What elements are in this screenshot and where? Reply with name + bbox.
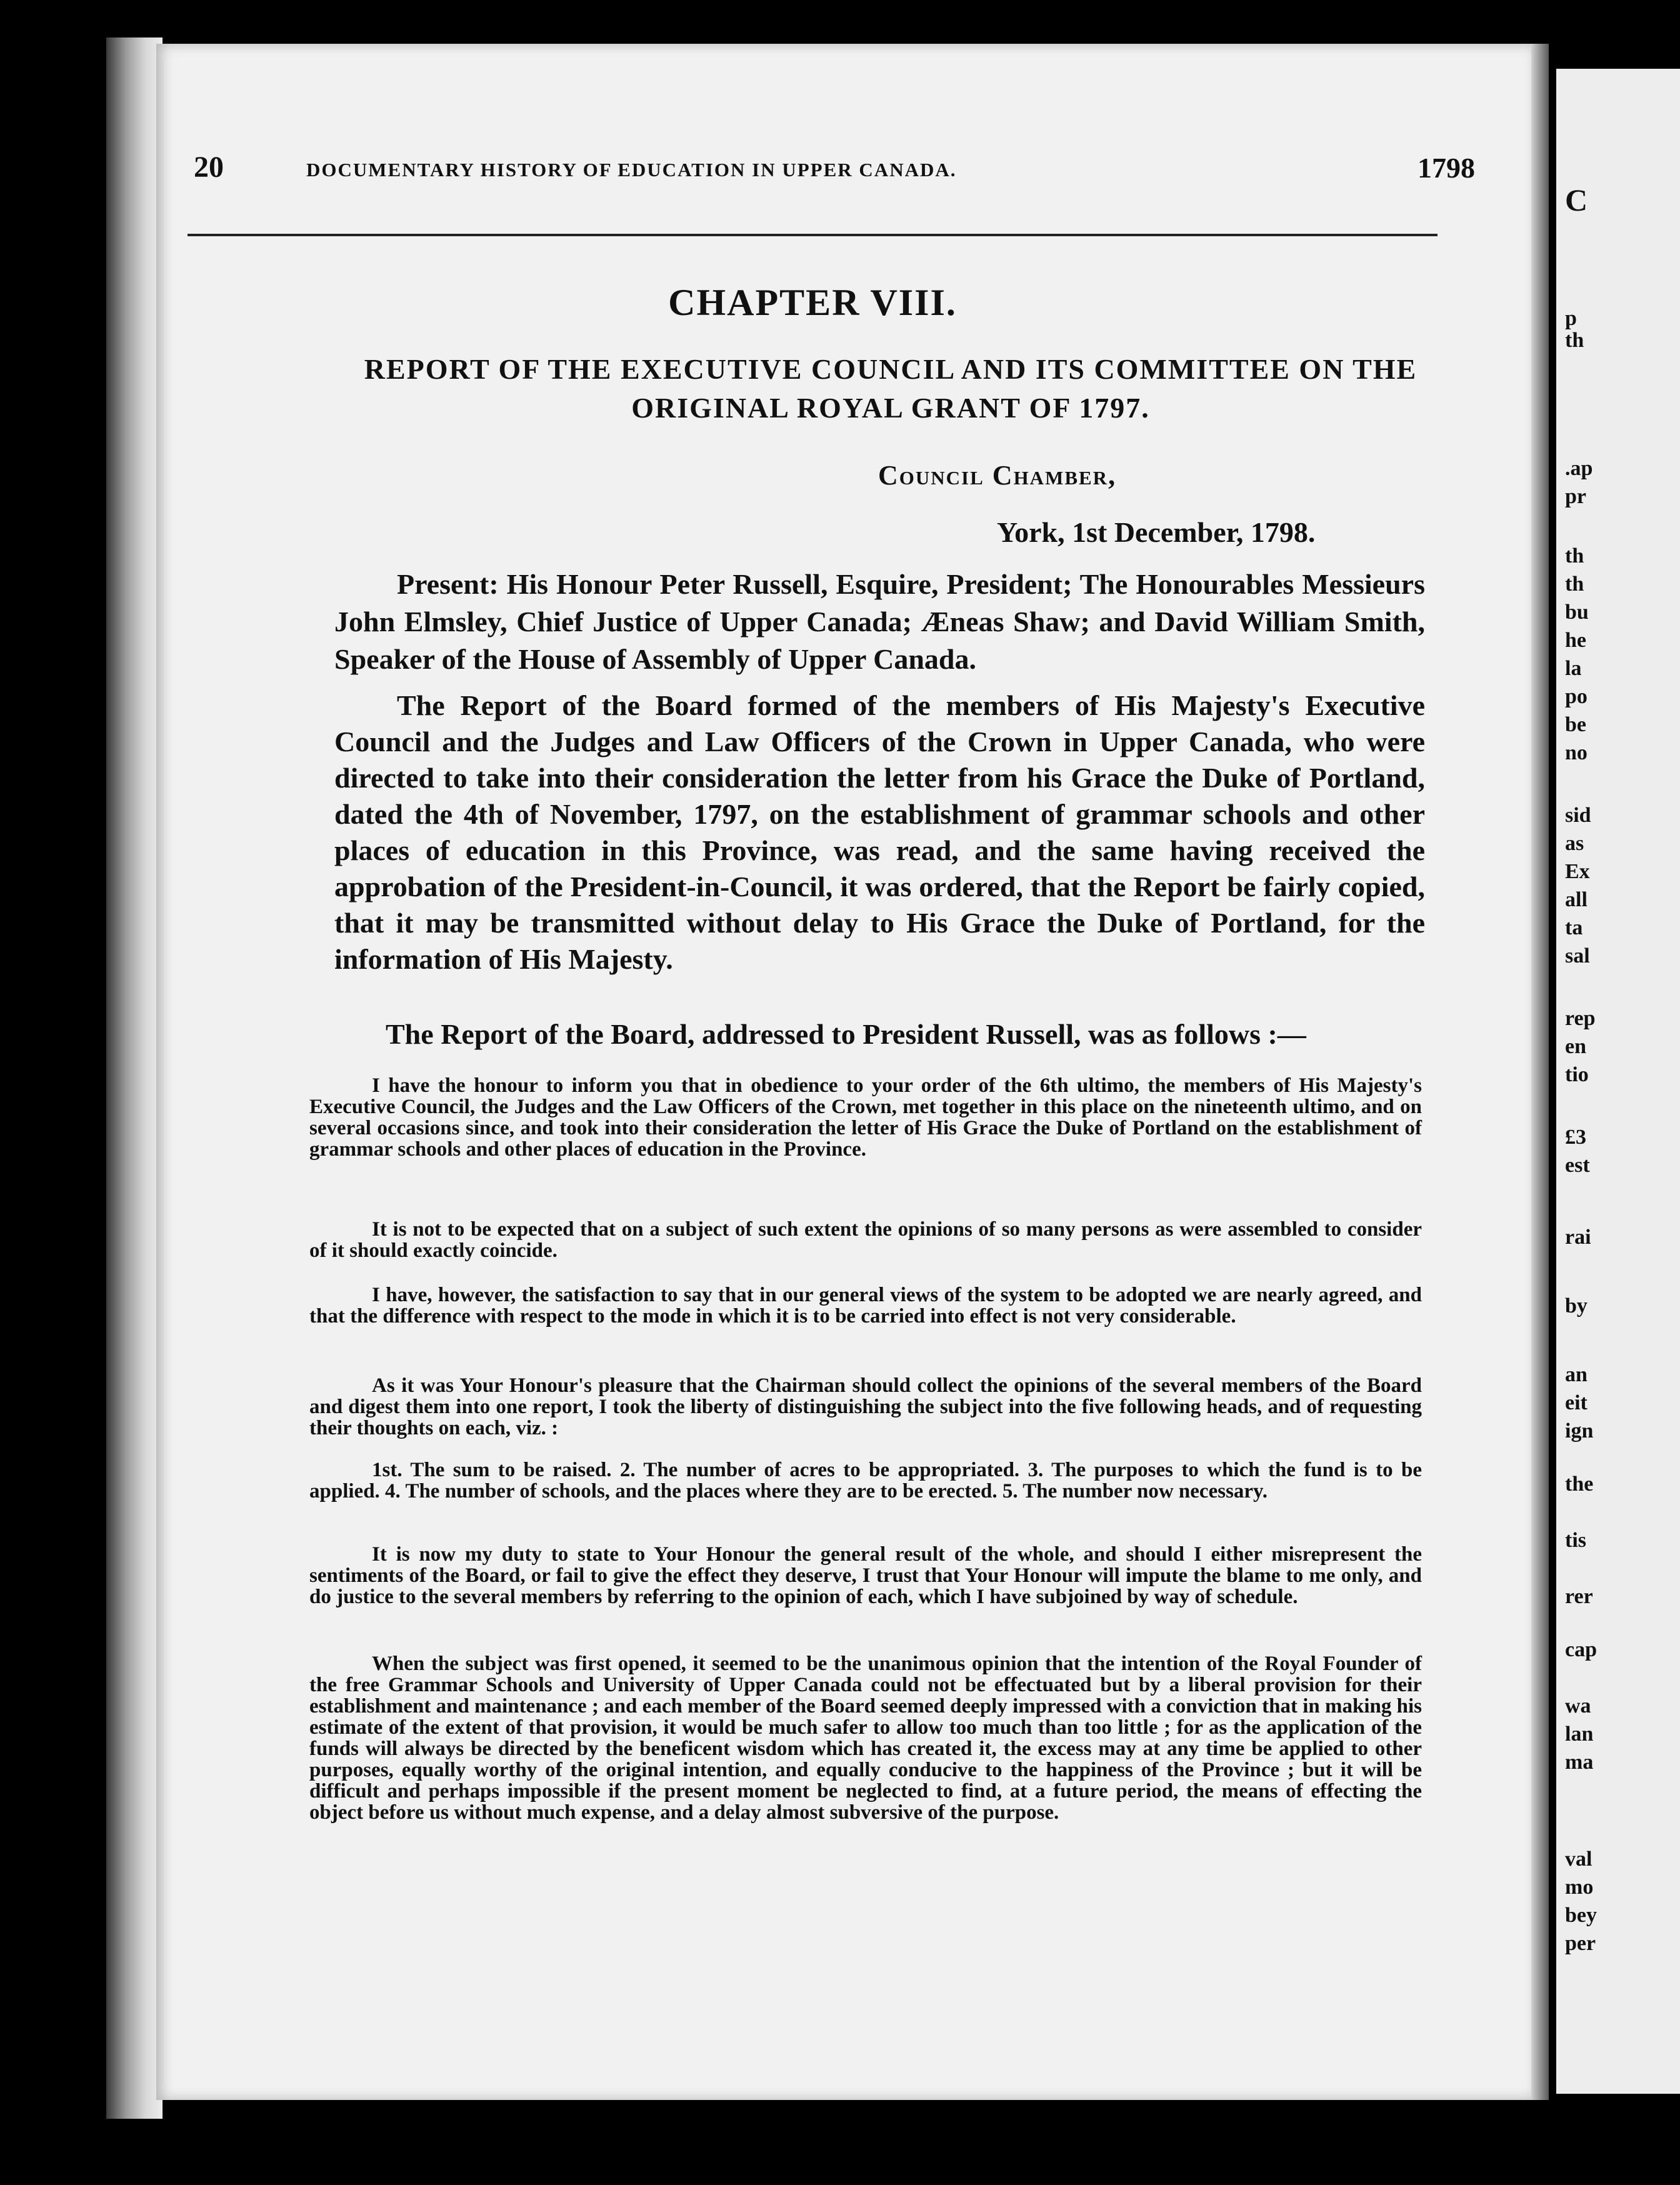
facing-fragment: est [1565, 1154, 1590, 1177]
chapter-title: REPORT OF THE EXECUTIVE COUNCIL AND ITS COMMITTEE ON THE ORIGINAL ROYAL GRANT OF 1797. [364, 353, 1418, 424]
letter-paragraph: I have, however, the satisfaction to say that in our general views of the system to be adopted we are nearly agreed, and that the difference with respect to the mode in which it is to be carried into effect is not very considerable. [309, 1284, 1422, 1328]
letter-paragraph: As it was Your Honour's pleasure that the Chairman should collect the opinions of the several members of the Board and digest them into one report, I took the liberty of distinguishing the subject into the five following heads, and of requesting their thoughts on each, viz. : [309, 1374, 1422, 1439]
facing-fragment: C [1565, 182, 1588, 218]
facing-fragment: as [1565, 832, 1584, 855]
running-head [194, 150, 1475, 194]
facing-fragment: rai [1565, 1226, 1591, 1249]
facing-fragment: per [1565, 1932, 1596, 1955]
book-gutter [106, 38, 162, 2119]
letter-paragraph: It is now my duty to state to Your Honour the general result of the whole, and should I either misrepresent the sentiments of the Board, or fail to give the effect they deserve, I trust that Your Honour will impute the blame to me only, and do justice to the several members by referring to the opinion of each, which I have subjoined by way of schedule. [309, 1543, 1422, 1608]
facing-fragment: no [1565, 741, 1588, 764]
facing-fragment: val [1565, 1848, 1592, 1871]
facing-fragment: rer [1565, 1585, 1593, 1608]
dateline: York, 1st December, 1798. [997, 516, 1316, 548]
facing-fragment: all [1565, 888, 1588, 911]
facing-fragment: bu [1565, 601, 1589, 624]
facing-fragment: the [1565, 1472, 1594, 1496]
facing-fragment: an [1565, 1363, 1588, 1386]
letter-paragraph: It is not to be expected that on a subject of such extent the opinions of so many persons as were assembled to consider of it should exactly coincide. [309, 1218, 1422, 1262]
page-number: 20 [194, 151, 224, 184]
facing-fragment: eit [1565, 1391, 1588, 1414]
facing-fragment: ta [1565, 916, 1583, 939]
facing-fragment: sid [1565, 804, 1591, 827]
facing-fragment: lan [1565, 1722, 1594, 1746]
facing-fragment: mo [1565, 1876, 1594, 1899]
facing-fragment: wa [1565, 1694, 1591, 1718]
facing-fragment: th [1565, 544, 1584, 568]
facing-fragment: by [1565, 1294, 1588, 1318]
facing-fragment: ma [1565, 1751, 1594, 1774]
running-head-year: 1798 [1418, 152, 1475, 184]
letter-paragraph: I have the honour to inform you that in obedience to your order of the 6th ultimo, the members of His Majesty's Executive Council, the Judges and the Law Officers of the Crown, met together in this place on the nineteenth ultimo, and on several occasions since, and took into their consideration the letter of His Grace the Duke of Portland on the establishment of grammar schools and other places of education in the Province. [309, 1074, 1422, 1161]
facing-fragment: Ex [1565, 860, 1590, 883]
facing-fragment: th [1565, 572, 1584, 596]
facing-fragment: bey [1565, 1904, 1597, 1927]
facing-page-fragment [1556, 69, 1680, 2094]
facing-fragment: ign [1565, 1419, 1594, 1442]
council-chamber-line: Council Chamber, [878, 460, 1117, 491]
present-paragraph: Present: His Honour Peter Russell, Esquire, President; The Honourables Messieurs John Elmsley, Chief Justice of Upper Canada; Æneas Shaw; and David William Smith, Speaker of the House of Assembly of Upper Canada. [334, 568, 1425, 675]
facing-fragment: cap [1565, 1638, 1597, 1661]
letter-paragraph: 1st. The sum to be raised. 2. The number of acres to be appropriated. 3. The purposes to which the fund is to be applied. 4. The number of schools, and the places where they are to be erected. 5. The number now necessary. [309, 1459, 1422, 1502]
facing-fragment: p [1565, 307, 1577, 330]
facing-fragment: £3 [1565, 1126, 1586, 1149]
facing-fragment: la [1565, 657, 1582, 680]
facing-fragment: rep [1565, 1007, 1596, 1030]
header-rule [188, 234, 1438, 236]
facing-fragment: tio [1565, 1063, 1589, 1086]
page-edge [1531, 44, 1549, 2100]
chapter-heading: CHAPTER VIII. [668, 282, 957, 323]
facing-fragment: tis [1565, 1529, 1586, 1552]
facing-fragment: .ap [1565, 457, 1593, 480]
facing-fragment: en [1565, 1035, 1586, 1058]
facing-fragment: be [1565, 713, 1586, 736]
report-lead-paragraph: The Report of the Board, addressed to President Russell, was as follows :— [386, 1018, 1306, 1050]
facing-fragment: po [1565, 685, 1588, 708]
report-intro-paragraph: The Report of the Board formed of the members of His Majesty's Executive Council and the Judges and Law Officers of the Crown in Upper Canada, who were directed to take into their consideration the letter from his Grace the Duke of Portland, dated the 4th of November, 1797, on the establishment of grammar schools and other places of education in this Province, was read, and the same having received the approbation of the President-in-Council, it was ordered, that the Report be fairly copied, that it may be transmitted without delay to His Grace the Duke of Portland, for the information of His Majesty. [334, 689, 1425, 975]
running-head-title: DOCUMENTARY HISTORY OF EDUCATION IN UPPER CANADA. [306, 159, 957, 181]
facing-fragment: sal [1565, 944, 1590, 968]
letter-paragraph: When the subject was first opened, it seemed to be the unanimous opinion that the intention of the Royal Founder of the free Grammar Schools and University of Upper Canada could not be effectuated but by a liberal provision for their establishment and maintenance ; and each member of the Board seemed deeply impressed with a conviction that in making his estimate of the extent of that provision, it would be much safer to allow too much than too little ; for as the application of the funds will always be directed by the beneficent wisdom which has created it, the excess may at any time be applied to other purposes, equally worthy of the original intention, and equally conducive to the happiness of the Province ; but it will be difficult and perhaps impossible if the present moment be neglected to find, at a future period, the means of effecting the object before us without much expense, and a delay almost subversive of the purpose. [309, 1652, 1422, 1824]
facing-fragment: he [1565, 629, 1586, 652]
facing-fragment: pr [1565, 485, 1586, 508]
facing-fragment: th [1565, 329, 1584, 352]
